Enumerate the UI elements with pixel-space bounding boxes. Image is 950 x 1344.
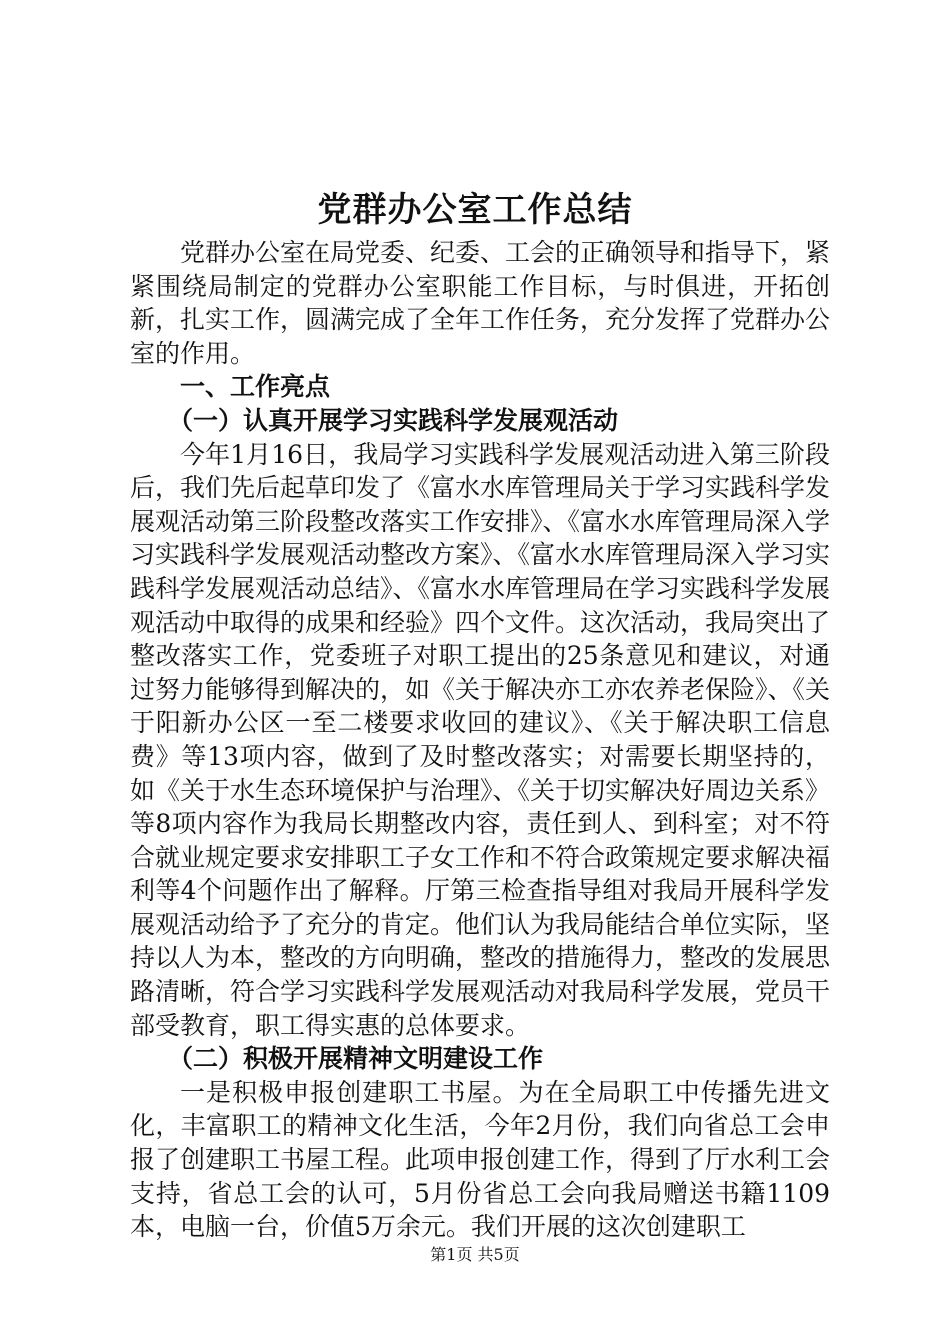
intro-paragraph: 党群办公室在局党委、纪委、工会的正确领导和指导下，紧紧围绕局制定的党群办公室职能工作目标，与时俱进，开拓创新，扎实工作，圆满完成了全年工作任务，充分发挥了党群办公室的作用。: [130, 238, 831, 368]
section-heading-highlights: 一、工作亮点: [180, 372, 331, 402]
subsection-2-paragraph: 一是积极申报创建职工书屋。为在全局职工中传播先进文化，丰富职工的精神文化生活，今年2月份，我们向省总工会申报了创建职工书屋工程。此项申报创建工作，得到了厅水利工会支持，省总工会的认可，5月份省总工会向我局赠送书籍1109本，电脑一台，价值5万余元。我们开展的这次创建职工: [130, 1077, 831, 1242]
subsection-heading-1: （一）认真开展学习实践科学发展观活动: [168, 405, 619, 435]
document-title: 党群办公室工作总结: [317, 190, 633, 230]
page-number-footer: 第1页 共5页: [430, 1245, 520, 1264]
document-body: [130, 236, 830, 1244]
subsection-heading-2: （二）积极开展精神文明建设工作: [168, 1044, 544, 1074]
subsection-1-paragraph: 今年1月16日，我局学习实践科学发展观活动进入第三阶段后，我们先后起草印发了《富水水库管理局关于学习实践科学发展观活动第三阶段整改落实工作安排》、《富水水库管理局深入学习实践科学发展观活动整改方案》、《富水水库管理局深入学习实践科学发展观活动总结》、《富水水库管理局在学习实践科学发展观活动中取得的成果和经验》四个文件。这次活动，我局突出了整改落实工作，党委班子对职工提出的25条意见和建议，对通过努力能够得到解决的，如《关于解决亦工亦农养老保险》、《关于阳新办公区一至二楼要求收回的建议》、《关于解决职工信息费》等13项内容，做到了及时整改落实；对需要长期坚持的，如《关于水生态环境保护与治理》、《关于切实解决好周边关系》等8项内容作为我局长期整改内容，责任到人、到科室；对不符合就业规定要求安排职工子女工作和不符合政策规定要求解决福利等4个问题作出了解释。厅第三检查指导组对我局开展科学发展观活动给予了充分的肯定。他们认为我局能结合单位实际，坚持以人为本，整改的方向明确，整改的措施得力，整改的发展思路清晰，符合学习实践科学发展观活动对我局科学发展，党员干部受教育，职工得实惠的总体要求。: [130, 439, 831, 1040]
